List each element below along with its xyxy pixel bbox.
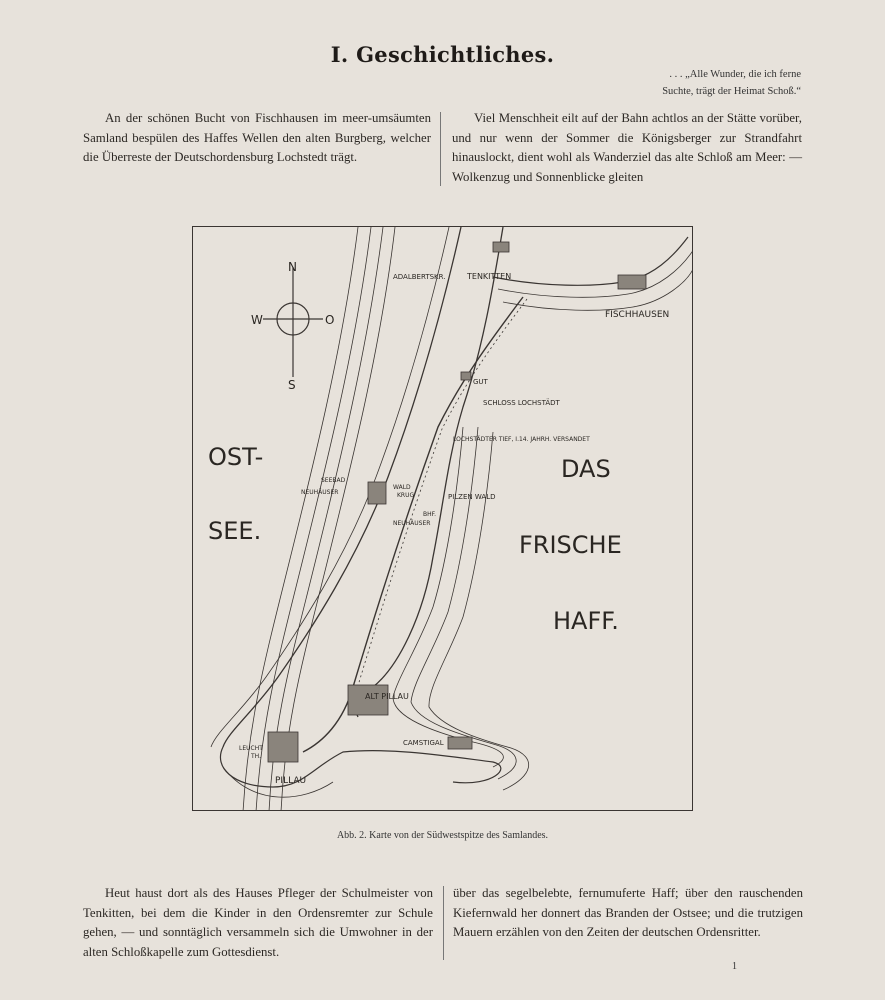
spit-outer-coast <box>211 227 449 747</box>
settlement-camstigal <box>448 737 472 749</box>
place-seebad: SEEBAD <box>321 477 346 484</box>
place-leuchtturm: LEUCHT <box>239 745 263 752</box>
compass-w-label: W <box>251 313 263 327</box>
place-bhf-name: NEUHÄUSER <box>393 520 431 527</box>
compass-o-label: O <box>325 313 335 327</box>
pillau-peninsula <box>220 747 500 787</box>
place-tenkitten: TENKITTEN <box>467 272 512 281</box>
compass-n-label: N <box>288 260 297 274</box>
place-camstigal: CAMSTIGAL <box>403 739 444 747</box>
sea-wave-line <box>281 227 395 811</box>
haff-label-das: DAS <box>561 455 611 483</box>
haff-wave-line <box>429 432 529 790</box>
place-tief: LOCHSTÄDTER TIEF, I.14. JAHRH. VERSANDET <box>453 436 590 443</box>
place-alt-pillau: ALT PILLAU <box>365 692 409 701</box>
column-divider <box>440 112 441 186</box>
bay-shore <box>498 249 693 297</box>
figure-caption: Abb. 2. Karte von der Südwestspitze des Samlandes. <box>336 830 549 841</box>
haff-wave-line <box>411 427 516 779</box>
sea-label-ost: OST- <box>208 443 264 471</box>
settlement-schloss <box>461 372 471 380</box>
map-drawing <box>193 227 693 811</box>
motto-line-2: Suchte, trägt der Heimat Schoß.“ <box>662 86 801 97</box>
place-gut: GUT <box>473 378 488 386</box>
place-bhf: BHF. <box>423 511 437 518</box>
bay-shore <box>503 267 693 310</box>
place-waldkrug-2: KRUG <box>397 492 415 499</box>
place-adalbertskreuz: ADALBERTSKR. <box>393 273 446 281</box>
settlement-neuhaeuser <box>368 482 386 504</box>
haff-wave-line <box>393 427 503 767</box>
place-leuchtturm-2: TH. <box>251 753 261 760</box>
bay-shore <box>493 237 688 285</box>
paragraph: Heut haust dort als des Hauses Pfleger der Schulmeister von Tenkitten, bei dem die Kinder in den Ordensremter zur Schule gehen, — und sonntäglich versammeln sich die Umwohner in der alten Schloßkapelle zum Gottesdienst. <box>83 886 433 959</box>
place-fischhausen: FISCHHAUSEN <box>605 310 670 320</box>
compass-s-label: S <box>288 378 296 392</box>
haff-label-frische: FRISCHE <box>519 531 622 559</box>
text-top-left <box>83 109 431 168</box>
sea-wave-line <box>256 227 371 811</box>
place-pillau: PILLAU <box>275 776 307 786</box>
paragraph: Viel Menschheit eilt auf der Bahn achtlos an der Stätte vorüber, und nur wenn der Sommer die Königsberger zur Strandfahrt hinauslockt, dient wohl als Wanderziel das alte Schloß am Meer: — Wolkenzug und Sonnenblicke gleiten <box>452 111 802 184</box>
paragraph: An der schönen Bucht von Fischhausen im meer-umsäumten Samland bespülen des Haffes Wellen den alten Burgberg, welcher die Überreste der Deutschordensburg Lochstedt trägt. <box>83 111 431 164</box>
settlement-pillau <box>268 732 298 762</box>
place-seebad-name: NEUHÄUSER <box>301 489 339 496</box>
page-number: 1 <box>732 961 737 972</box>
motto-line-1: . . . „Alle Wunder, die ich ferne <box>669 69 801 80</box>
place-schloss: SCHLOSS LOCHSTÄDT <box>483 399 560 407</box>
map-figure <box>192 226 693 811</box>
settlement-fischhausen <box>618 275 646 289</box>
paragraph: über das segelbelebte, fernumuferte Haff; über den rauschenden Kiefernwald her donnert das Branden der Ostsee; und die trutzigen Mauern erzählen von den Zeiten der deutschen Ordensritter. <box>453 886 803 939</box>
page-title: I. Geschichtliches. <box>330 42 555 67</box>
sea-label-see: SEE. <box>208 517 262 545</box>
text-bottom-right <box>453 884 803 943</box>
text-top-right <box>452 109 802 187</box>
haff-label-haff: HAFF. <box>553 607 619 635</box>
motto <box>571 66 801 100</box>
text-bottom-left <box>83 884 433 962</box>
spit-outer-coast <box>223 227 461 747</box>
settlement-tenkitten <box>493 242 509 252</box>
place-pilzenwald: PILZEN WALD <box>448 493 496 501</box>
column-divider <box>443 886 444 960</box>
place-waldkrug: WALD <box>393 484 411 491</box>
